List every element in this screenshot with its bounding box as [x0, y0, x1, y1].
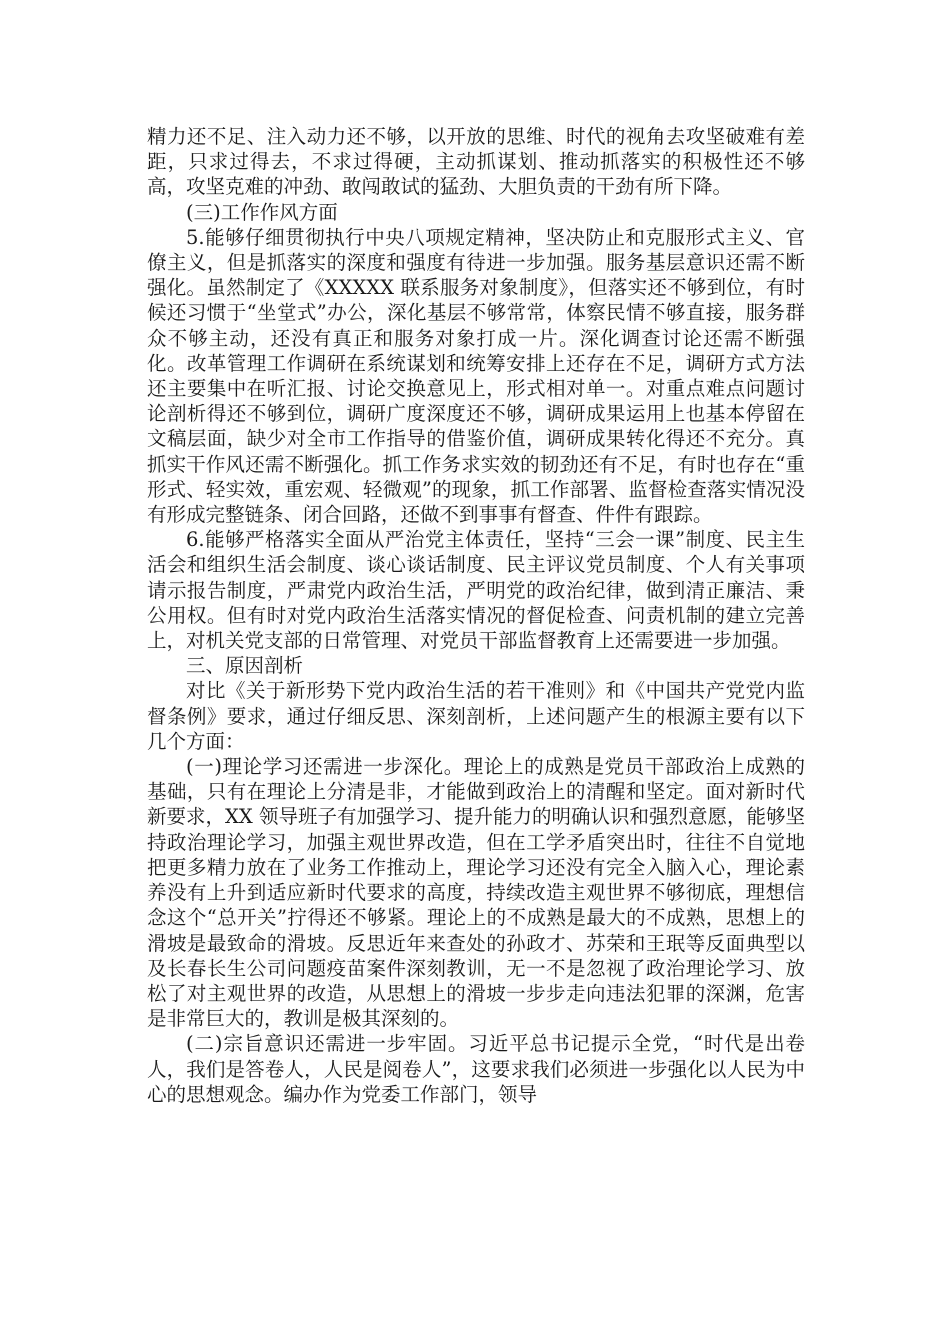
document-body	[147, 124, 805, 1107]
paragraph-item-5: 5.能够仔细贯彻执行中央八项规定精神，坚决防止和克服形式主义、官僚主义，但是抓落实的深度和强度有待进一步加强。服务基层意识还需不断强化。虽然制定了《XXXXX 联系服务对象制度》，但落实还不够到位，有时候还习惯于“坐堂式”办公，深化基层不够常常，体察民情不够直接，服务群众不够主动，还没有真正和服务对象打成一片。深化调查讨论还需不断强化。改革管理工作调研在系统谋划和统筹安排上还存在不足，调研方式方法还主要集中在听汇报、讨论交换意见上，形式相对单一。对重点难点问题讨论剖析得还不够到位，调研广度深度还不够，调研成果运用上也基本停留在文稿层面，缺少对全市工作指导的借鉴价值，调研成果转化得还不充分。真抓实干作风还需不断强化。抓工作务求实效的韧劲还有不足，有时也存在“重形式、轻实效，重宏观、轻微观”的现象，抓工作部署、监督检查落实情况没有形成完整链条、闭合回路，还做不到事事有督查、件件有跟踪。	[147, 225, 805, 527]
heading-work-style: (三)工作作风方面	[186, 200, 338, 224]
paragraph-purpose-awareness: (二)宗旨意识还需进一步牢固。习近平总书记提示全党，“时代是出卷人，我们是答卷人，人民是阅卷人”，这要求我们必须进一步强化以人民为中心的思想观念。编办作为党委工作部门，领导	[147, 1032, 805, 1106]
paragraph-item-6: 6.能够严格落实全面从严治党主体责任，坚持“三会一课”制度、民主生活会和组织生活会制度、谈心谈话制度、民主评议党员制度、个人有关事项请示报告制度，严肃党内政治生活，严明党的政治纪律，做到清正廉洁、秉公用权。但有时对党内政治生活落实情况的督促检查、问责机制的建立完善上，对机关党支部的日常管理、对党员干部监督教育上还需要进一步加强。	[147, 528, 805, 653]
heading-cause-analysis: 三、原因剖析	[186, 654, 304, 678]
paragraph-theory-study: (一)理论学习还需进一步深化。理论上的成熟是党员干部政治上成熟的基础，只有在理论上分清是非，才能做到政治上的清醒和坚定。面对新时代新要求，XX 领导班子有加强学习、提升能力的明确认识和强烈意愿，能够坚持政治理论学习，加强主观世界改造，但在工学矛盾突出时，往往不自觉地把更多精力放在了业务工作推动上，理论学习还没有完全入脑入心，理论素养没有上升到适应新时代要求的高度，持续改造主观世界不够彻底，理想信念这个“总开关”拧得还不够紧。理论上的不成熟是最大的不成熟，思想上的滑坡是最致命的滑坡。反思近年来查处的孙政才、苏荣和王珉等反面典型以及长春长生公司问题疫苗案件深刻教训，无一不是忽视了政治理论学习、放松了对主观世界的改造，从思想上的滑坡一步步走向违法犯罪的深渊，危害是非常巨大的，教训是极其深刻的。	[147, 755, 805, 1031]
paragraph-cause-intro: 对比《关于新形势下党内政治生活的若干准则》和《中国共产党党内监督条例》要求，通过仔细反思、深刻剖析，上述问题产生的根源主要有以下几个方面：	[147, 679, 805, 753]
paragraph-energy-shortfall: 精力还不足、注入动力还不够，以开放的思维、时代的视角去攻坚破难有差距，只求过得去，不求过得硬，主动抓谋划、推动抓落实的积极性还不够高，攻坚克难的冲劲、敢闯敢试的猛劲、大胆负责的干劲有所下降。	[147, 125, 805, 199]
